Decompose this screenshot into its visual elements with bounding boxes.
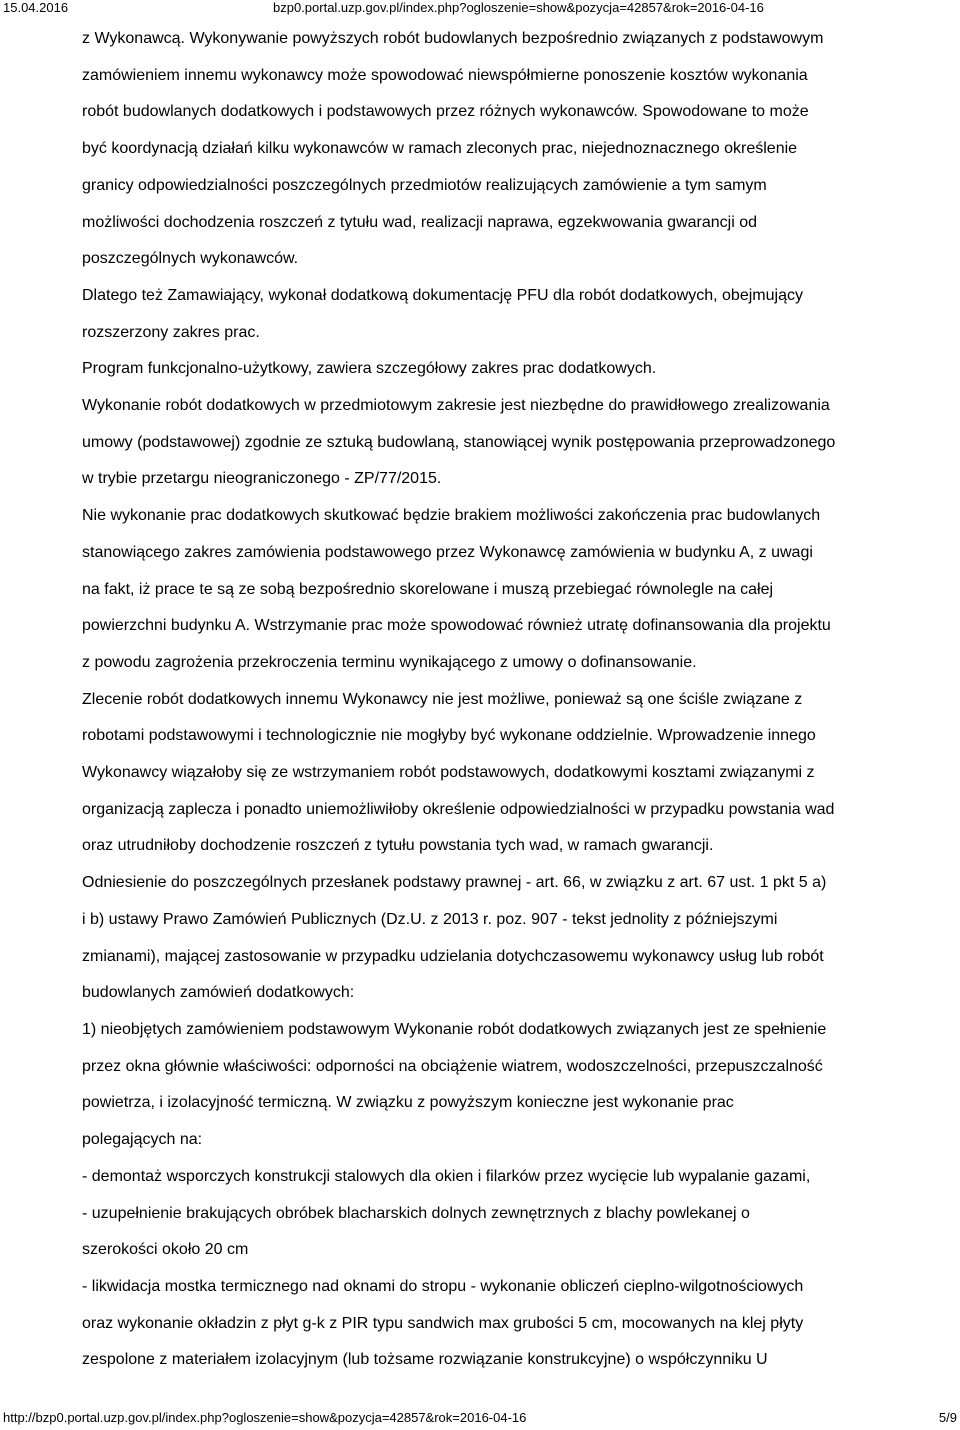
paragraph: Zlecenie robót dodatkowych innemu Wykonawcy nie jest możliwe, ponieważ są one ściśle związane z robotami podstawowymi i technologicznie nie mogłyby być wykonane oddzielnie. Wprowadzenie innego Wykonawcy wiązałoby się ze wstrzymaniem robót podstawowych, dodatkowymi kosztami związanymi z organizacją zaplecza i ponadto uniemożliwiłoby określenie odpowiedzialności w przypadku powstania wad oraz utrudniłoby dochodzenie roszczeń z tytułu powstania tych wad, w ramach gwarancji. [82,690,835,855]
print-date: 15.04.2016 [3,0,69,15]
paragraph: Odniesienie do poszczególnych przesłanek podstawy prawnej - art. 66, w związku z art. 67 ust. 1 pkt 5 a) i b) ustawy Prawo Zamówień Publicznych (Dz.U. z 2013 r. poz. 907 - tekst jednolity z późniejszymi zmianami), mającej zastosowanie w przypadku udzielania dotychczasowemu wykonawcy usług lub robót budowlanych zamówień dodatkowych: [82,874,827,1002]
paragraph: Wykonanie robót dodatkowych w przedmiotowym zakresie jest niezbędne do prawidłowego zrealizowania umowy (podstawowej) zgodnie ze sztuką budowlaną, stanowiącej wynik postępowania przeprowadzonego w trybie przetargu nieograniczonego - ZP/77/2015. [82,397,836,488]
document-body [82,21,944,1379]
footer-url: http://bzp0.portal.uzp.gov.pl/index.php?ogloszenie=show&pozycja=42857&rok=2016-04-16 [3,1410,527,1425]
print-header [0,0,960,18]
paragraph: z Wykonawcą. Wykonywanie powyższych robót budowlanych bezpośrednio związanych z podstawowym zamówieniem innemu wykonawcy może spowodować niewspółmierne ponoszenie kosztów wykonania robót budowlanych dodatkowych i podstawowych przez różnych wykonawców. Spowodowane to może być koordynacją działań kilku wykonawców w ramach zleconych prac, niejednoznacznego określenie granicy odpowiedzialności poszczególnych przedmiotów realizujących zamówienie a tym samym możliwości dochodzenia roszczeń z tytułu wad, realizacji naprawa, egzekwowania gwarancji od poszczególnych wykonawców. [82,30,824,268]
list-item: - likwidacja mostka termicznego nad oknami do stropu - wykonanie obliczeń cieplno-wilgotnościowych oraz wykonanie okładzin z płyt g-k z PIR typu sandwich max grubości 5 cm, mocowanych na klej płyty zespolone z materiałem izolacyjnym (lub tożsame rozwiązanie konstrukcyjne) o współczynniku U [82,1277,804,1369]
paragraph: Program funkcjonalno-użytkowy, zawiera szczegółowy zakres prac dodatkowych. [82,360,657,378]
page-number: 5/9 [938,1410,957,1425]
paragraph: Dlatego też Zamawiający, wykonał dodatkową dokumentację PFU dla robót dodatkowych, obejmujący rozszerzony zakres prac. [82,286,803,341]
header-url: bzp0.portal.uzp.gov.pl/index.php?ogloszenie=show&pozycja=42857&rok=2016-04-16 [273,0,764,15]
list-item: - demontaż wsporczych konstrukcji stalowych dla okien i filarków przez wycięcie lub wypalanie gazami, [82,1167,811,1185]
print-footer [0,1410,960,1428]
paragraph: Nie wykonanie prac dodatkowych skutkować będzie brakiem możliwości zakończenia prac budowlanych stanowiącego zakres zamówienia podstawowego przez Wykonawcę zamówienia w budynku A, z uwagi na fakt, iż prace te są ze sobą bezpośrednio skorelowane i muszą przebiegać równolegle na całej powierzchni budynku A. Wstrzymanie prac może spowodować również utratę dofinansowania dla projektu z powodu zagrożenia przekroczenia terminu wynikającego z umowy o dofinansowanie. [82,507,831,671]
paragraph: 1) nieobjętych zamówieniem podstawowym Wykonanie robót dodatkowych związanych jest ze spełnienie przez okna głównie właściwości: odporności na obciążenie wiatrem, wodoszczelności, przepuszczalność powietrza, i izolacyjność termiczną. W związku z powyższym konieczne jest wykonanie prac polegających na: [82,1020,827,1149]
list-item: - uzupełnienie brakujących obróbek blacharskich dolnych zewnętrznych z blachy powlekanej o szerokości około 20 cm [82,1204,750,1259]
